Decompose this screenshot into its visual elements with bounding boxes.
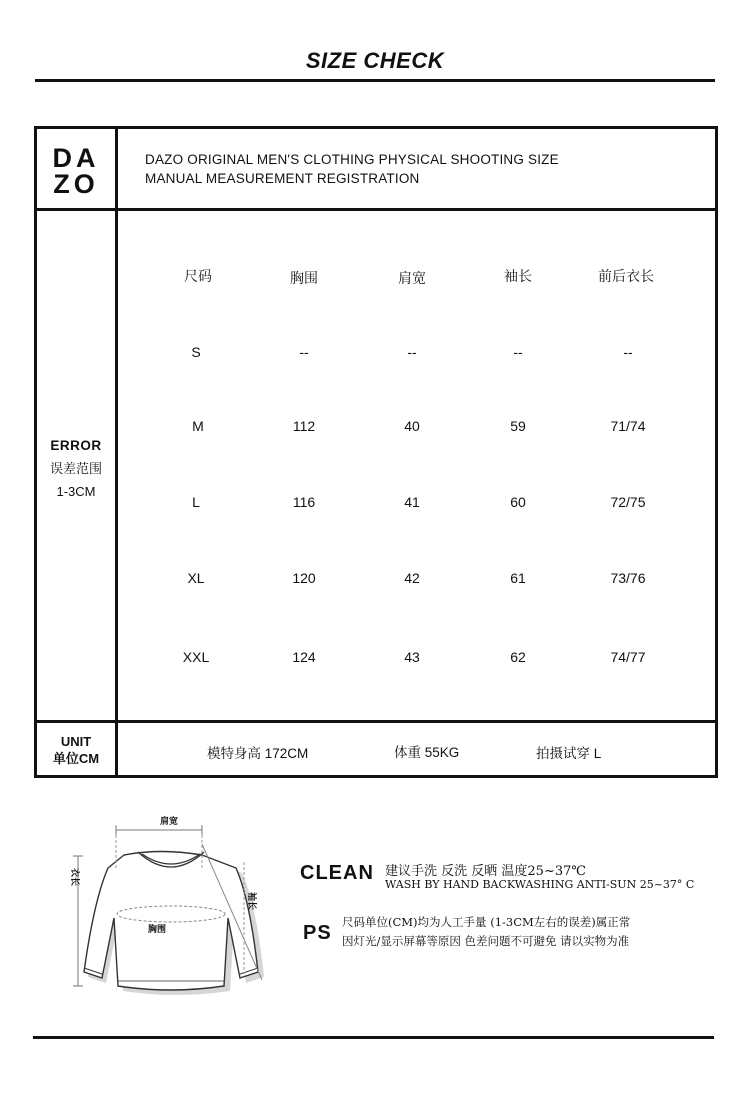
table-cell: L: [192, 494, 200, 510]
model-height: 模特身高 172CM: [207, 746, 309, 761]
diagram-shoulder-label: 肩宽: [160, 817, 179, 827]
table-cell: 42: [404, 570, 420, 586]
unit-label: UNIT 单位CM: [52, 734, 100, 766]
diagram-sleeve-label: 袖长: [246, 892, 256, 911]
ps-line1: 尺码单位(CM)均为人工手量 (1-3CM左右的误差)属正常: [342, 915, 631, 929]
column-header-size: 尺码: [184, 268, 212, 284]
table-header-text: DAZO ORIGINAL MEN'S CLOTHING PHYSICAL SHOOTING SIZE MANUAL MEASUREMENT REGISTRATION: [145, 152, 559, 186]
bottom-divider: [33, 1036, 714, 1039]
column-header-shoulder: 肩宽: [398, 270, 426, 286]
table-cell: 40: [404, 418, 420, 434]
table-cell: 59: [510, 418, 526, 434]
table-cell: --: [299, 344, 309, 360]
table-cell: 61: [510, 570, 526, 586]
table-cell: 116: [292, 494, 316, 510]
column-header-chest: 胸围: [290, 270, 318, 286]
table-cell: XL: [187, 570, 205, 586]
ps-line2: 因灯光/显示屏幕等原因 色差问题不可避免 请以实物为准: [342, 934, 630, 948]
table-cell: 124: [292, 649, 316, 665]
ps-label: PS: [303, 922, 332, 944]
table-cell: 71/74: [610, 418, 646, 434]
size-table-frame: [34, 126, 718, 778]
diagram-length-label: 衣长: [69, 868, 79, 887]
table-cell: 73/76: [610, 570, 646, 586]
table-cell: 60: [510, 494, 526, 510]
model-weight: 体重 55KG: [394, 745, 460, 760]
table-cell: M: [192, 418, 204, 434]
clean-cn: 建议手洗 反洗 反晒 温度25~37℃: [385, 864, 586, 879]
clean-label: CLEAN: [300, 862, 374, 884]
diagram-chest-label: 胸围: [148, 925, 167, 935]
garment-diagram: [56, 810, 276, 1000]
table-cell: 43: [404, 649, 420, 665]
column-header-sleeve: 袖长: [504, 268, 532, 284]
table-cell: XXL: [182, 649, 210, 665]
table-cell: S: [191, 344, 201, 360]
page-title: SIZE CHECK: [305, 48, 445, 73]
error-range: ERROR 误差范围 1-3CM: [49, 438, 102, 499]
table-cell: 120: [292, 570, 316, 586]
table-header-divider: [34, 208, 718, 211]
table-cell: 72/75: [610, 494, 646, 510]
brand-logo: DA ZO: [52, 143, 100, 199]
table-cell: 62: [510, 649, 526, 665]
model-size: 拍摄试穿 L: [536, 746, 602, 761]
clean-en: WASH BY HAND BACKWASHING ANTI-SUN 25~37° C: [385, 878, 695, 891]
title-divider: [35, 79, 715, 82]
table-unit-divider: [34, 720, 718, 723]
table-cell: 41: [404, 494, 420, 510]
table-cell: 74/77: [610, 649, 646, 665]
table-cell: --: [623, 344, 633, 360]
table-cell: --: [407, 344, 417, 360]
column-header-length: 前后衣长: [598, 268, 654, 284]
table-cell: --: [513, 344, 523, 360]
table-cell: 112: [292, 418, 316, 434]
